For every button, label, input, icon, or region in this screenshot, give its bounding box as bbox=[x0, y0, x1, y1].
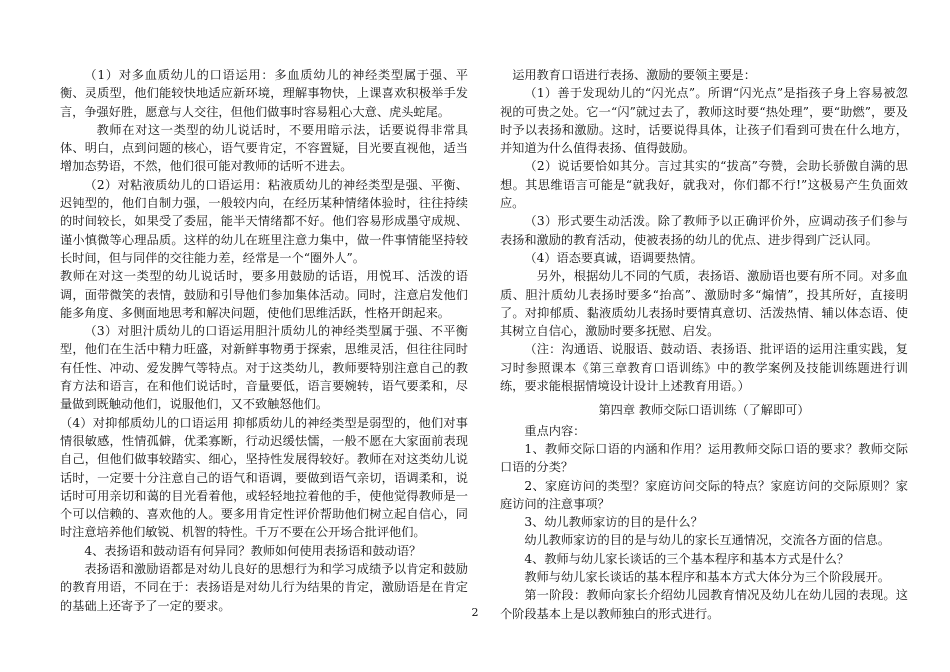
answer-3: 幼儿教师家访的目的是与幼儿的家长互通情况，交流各方面的信息。 bbox=[524, 533, 891, 548]
answer-4: 教师与幼儿家长谈话的基本程序和基本方式大体分为三个阶段展开。 bbox=[524, 570, 891, 585]
paragraph-phlegmatic-teacher: 教师在对这一类型的幼儿说话时，要多用鼓励的话语，用悦耳、活泼的语调，面带微笑的表情，鼓励和引导他们参加集体活动。同时，注意启发他们能多角度、多侧面地思考和解决问题，使他们思维活跃，性格开朗起来。 bbox=[60, 269, 468, 320]
question-4-heading: 4、表扬语和鼓动语有何异同？教师如何使用表扬语和鼓动语？ bbox=[84, 543, 422, 558]
paragraph-choleric: （3）对胆汁质幼儿的口语运用胆汁质幼儿的神经类型属于强、不平衡型，他们在生活中精力旺盛，对新鲜事物勇于探索，思维灵活，但往往同时有任性、冲动、爱发脾气等特点。对于这类幼儿，教师要特别注意自己的教育方法和语言，在和他们说话时，音量要低，语言要婉转，语气要柔和，尽量做到既触动他们，说服他们，又不致触怒他们。 bbox=[60, 324, 468, 412]
paragraph-point-3: （3）形式要生动活泼。除了教师予以正确评价外，应调动孩子们参与表扬和激励的教育活动，使被表扬的幼儿的优点、进步得到广泛认同。 bbox=[500, 214, 908, 247]
page-number: 2 bbox=[471, 606, 479, 619]
stage-1: 第一阶段：教师向家长介绍幼儿园教育情况及幼儿在幼儿园的表现。这个阶段基本上是以教师独白的形式进行。 bbox=[500, 588, 908, 621]
question-2: 2、家庭访问的类型？家庭访问交际的特点？家庭访问的交际原则？家庭访问的注意事项？ bbox=[500, 478, 908, 511]
question-3: 3、幼儿教师家访的目的是什么？ bbox=[524, 515, 703, 530]
right-column bbox=[500, 66, 908, 623]
key-content-label: 重点内容： bbox=[524, 423, 586, 438]
question-1: 1、教师交际口语的内涵和作用？运用教师交际口语的要求？教师交际口语的分类？ bbox=[500, 441, 908, 475]
paragraph-point-2: （2）说话要恰如其分。言过其实的“拔高”夸赞，会助长骄傲自满的思想。其思维语言可能是“就我好，就我对，你们都不行!”这极易产生负面效应。 bbox=[500, 159, 908, 211]
paragraph-melancholic: （4）对抑郁质幼儿的口语运用 抑郁质幼儿的神经类型是弱型的，他们对事情很敏感，性情孤僻，优柔寡断，行动迟缓怯懦，一般不愿在大家面前表现自己，但他们做事较踏实、细心，坚持性发展得较好。教师在对这类幼儿说话时，一定要十分注意自己的语气和语调，要做到语气亲切，语调柔和，说话时可用亲切和蔼的目光看着他，或轻轻地拉着他的手，使他觉得教师是一个可以信赖的、喜欢他的人。要多用肯定性评价帮助他们树立起自信心，同时注意培养他们敏锐、机智的特性。千万不要在公开场合批评他们。 bbox=[60, 415, 468, 540]
paragraph-point-4: （4）语态要真诚，语调要热情。 bbox=[524, 250, 703, 265]
paragraph-sanguine: （1）对多血质幼儿的口语运用：多血质幼儿的神经类型属于强、平衡、灵质型，他们能较快地适应新环境，理解事物快，上课喜欢积极举手发言，争强好胜，愿意与人交往，但他们做事时容易粗心大意、虎头蛇尾。 bbox=[60, 68, 468, 119]
question-4: 4、教师与幼儿家长谈话的三个基本程序和基本方式是什么？ bbox=[524, 551, 850, 566]
paragraph-note: （注：沟通语、说服语、鼓动语、表扬语、批评语的运用注重实践，复习时参照课本《第三章教育口语训练》中的教学案例及技能训练题进行训练，要求能根据情境设计设计上述教育用语。） bbox=[500, 342, 908, 394]
paragraph-point-1: （1）善于发现幼儿的“闪光点”。所谓“闪光点”是指孩子身上容易被忽视的可贵之处。它一“闪”就过去了，教师这时要“热处理”，要“助燃”，要及时予以表扬和激励。这时，话要说得具体，让孩子们看到可贵在什么地方，并知道为什么值得表扬、值得鼓励。 bbox=[500, 86, 908, 156]
chapter-title: 第四章 教师交际口语训练（了解即可） bbox=[598, 403, 810, 418]
paragraph-praise-essentials: 运用教育口语进行表扬、激励的要领主要是： bbox=[512, 68, 756, 82]
paragraph-sanguine-teacher: 教师在对这一类型的幼儿说话时，不要用暗示法，话要说得非常具体、明白，点到问题的核心，语气要肯定，不容置疑，目光要直视他，适当增加态势语，不然，他们很可能对教师的话听不进去。 bbox=[60, 122, 468, 174]
paragraph-temperament-praise: 另外，根据幼儿不同的气质，表扬语、激励语也要有所不同。对多血质、胆汁质幼儿表扬时要多“抬高”、激励时多“煽情”，投其所好，直接明了。对抑郁质、黏液质幼儿表扬时要情真意切、活泼热情、辅以体态语、使其树立自信心，激励时要多抚慰、启发。 bbox=[500, 269, 908, 339]
paragraph-phlegmatic: （2）对粘液质幼儿的口语运用：粘液质幼儿的神经类型是强、平衡、迟钝型的，他们自制力强，一般较内向，在经历某种情绪体验时，往往持续的时间较长，如果受了委屈，能半天情绪都不好。他们容易形成墨守成规、谨小慎微等心理品质。这样的幼儿在班里注意力集中，做一件事情能坚持较长时间，但与同伴的交往能力差，经常是一个“圈外人”。 bbox=[60, 177, 468, 265]
paragraph-praise-definition: 表扬语和激励语都是对幼儿良好的思想行为和学习成绩予以肯定和鼓励的教育用语，不同在于：表扬语是对幼儿行为结果的肯定，激励语是在肯定的基础上还寄予了一定的要求。 bbox=[60, 562, 468, 613]
left-column bbox=[60, 66, 468, 615]
